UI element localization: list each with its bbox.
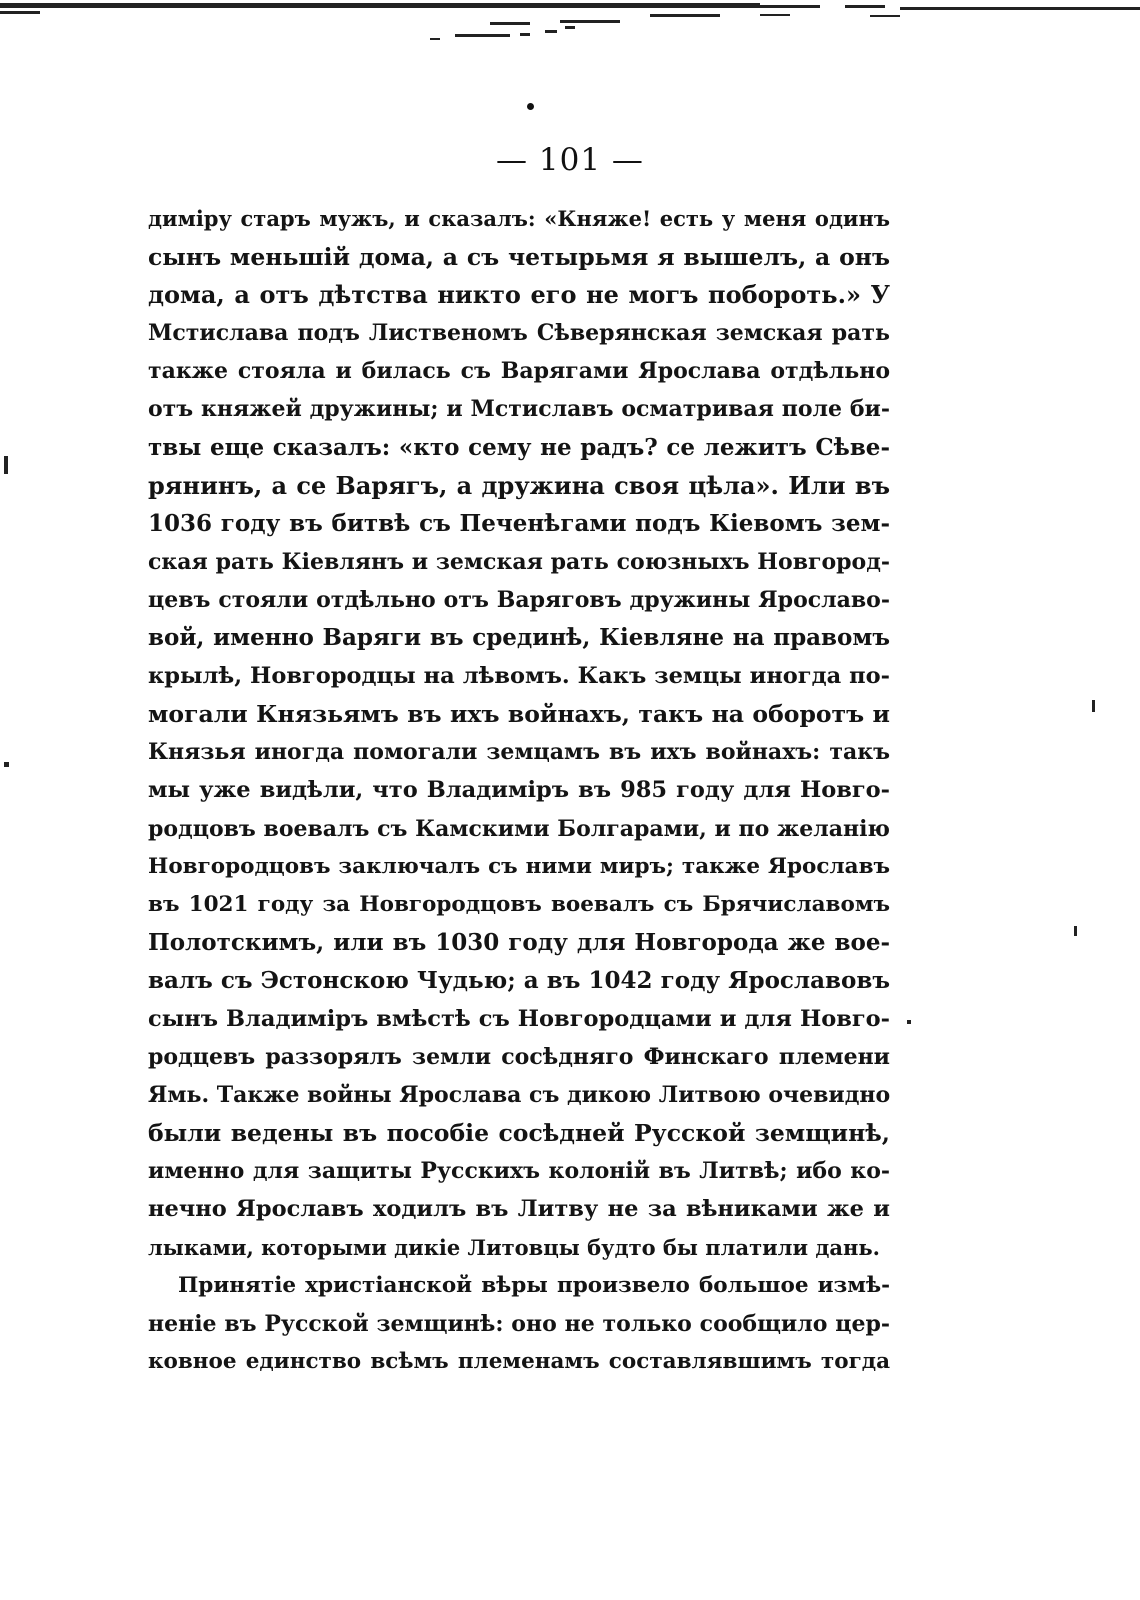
text-line: также стояла и билась съ Варягами Ярослава отдѣльно bbox=[148, 358, 890, 385]
scan-speck bbox=[527, 103, 534, 110]
text-line: Новгородцовъ заключалъ съ ними миръ; также Ярославъ bbox=[148, 853, 890, 879]
text-line: твы еще сказалъ: «кто сему не радъ? се лежитъ Сѣве- bbox=[148, 433, 890, 461]
text-line: сынъ меньшiй дома, а съ четырьмя я вышелъ, а онъ bbox=[148, 243, 890, 272]
margin-mark bbox=[1092, 700, 1095, 712]
text-line: Мстислава подъ Лиственомъ Сѣверянская земская рать bbox=[148, 320, 890, 347]
text-line: именно для защиты Русскихъ колонiй въ Литвѣ; ибо ко- bbox=[148, 1158, 890, 1185]
text-line: Полотскимъ, или въ 1030 году для Новгорода же вое- bbox=[148, 928, 890, 956]
text-line: крылѣ, Новгородцы на лѣвомъ. Какъ земцы иногда по- bbox=[148, 663, 890, 690]
text-line: могали Князьямъ въ ихъ войнахъ, такъ на оборотъ и bbox=[148, 700, 890, 729]
text-line: въ 1021 году за Новгородцовъ воевалъ съ Брячиславомъ bbox=[148, 891, 890, 917]
text-line: лыками, которыми дикiе Литовцы будто бы платили дань. bbox=[148, 1234, 880, 1260]
page-number: — 101 — bbox=[496, 142, 644, 178]
margin-mark bbox=[4, 456, 8, 474]
margin-mark bbox=[1074, 926, 1077, 936]
text-line: вой, именно Варяги въ срединѣ, Кiевляне на правомъ bbox=[148, 624, 890, 652]
text-line: цевъ стояли отдѣльно отъ Варяговъ дружины Ярославо- bbox=[148, 586, 890, 613]
text-line: димiру старъ мужъ, и сказалъ: «Княже! есть у меня одинъ bbox=[148, 206, 890, 231]
margin-mark bbox=[907, 1020, 911, 1024]
scan-edge-artifacts bbox=[0, 0, 1140, 50]
text-line: 1036 году въ битвѣ съ Печенѣгами подъ Кiевомъ зем- bbox=[148, 509, 890, 537]
paragraph-start-line: Принятiе христiанской вѣры произвело большое измѣ- bbox=[178, 1272, 890, 1298]
margin-mark bbox=[4, 762, 9, 767]
text-line: сынъ Владимiръ вмѣстѣ съ Новгородцами и для Новго- bbox=[148, 1005, 890, 1032]
text-line: родцевъ раззорялъ земли сосѣдняго Финскаго племени bbox=[148, 1044, 890, 1071]
text-line: ская рать Кiевлянъ и земская рать союзныхъ Новгород- bbox=[148, 548, 890, 575]
text-line: нечно Ярославъ ходилъ въ Литву не за вѣниками же и bbox=[148, 1196, 890, 1223]
text-line: родцовъ воевалъ съ Камскими Болгарами, и по желанiю bbox=[148, 815, 890, 842]
text-line: рянинъ, а се Варягъ, а дружина своя цѣла». Или въ bbox=[148, 470, 890, 500]
text-line: дома, а отъ дѣтства никто его не могъ побороть.» У bbox=[148, 280, 890, 310]
text-line: отъ княжей дружины; и Мстиславъ осматривая поле би- bbox=[148, 396, 890, 423]
text-line: Князья иногда помогали земцамъ въ ихъ войнахъ: такъ bbox=[148, 739, 890, 766]
text-line: ковное единство всѣмъ племенамъ составлявшимъ тогда bbox=[148, 1348, 890, 1374]
text-line: ненiе въ Русской земщинѣ: оно не только сообщило цер- bbox=[148, 1310, 890, 1337]
text-line: мы уже видѣли, что Владимiръ въ 985 году для Новго- bbox=[148, 777, 890, 804]
text-line: валъ съ Эстонскою Чудью; а въ 1042 году Ярославовъ bbox=[148, 966, 890, 994]
text-line: Ямь. Также войны Ярослава съ дикою Литвою очевидно bbox=[148, 1082, 890, 1109]
text-line: были ведены въ пособiе сосѣдней Русской земщинѣ, bbox=[148, 1119, 890, 1148]
body-text bbox=[148, 200, 890, 1381]
